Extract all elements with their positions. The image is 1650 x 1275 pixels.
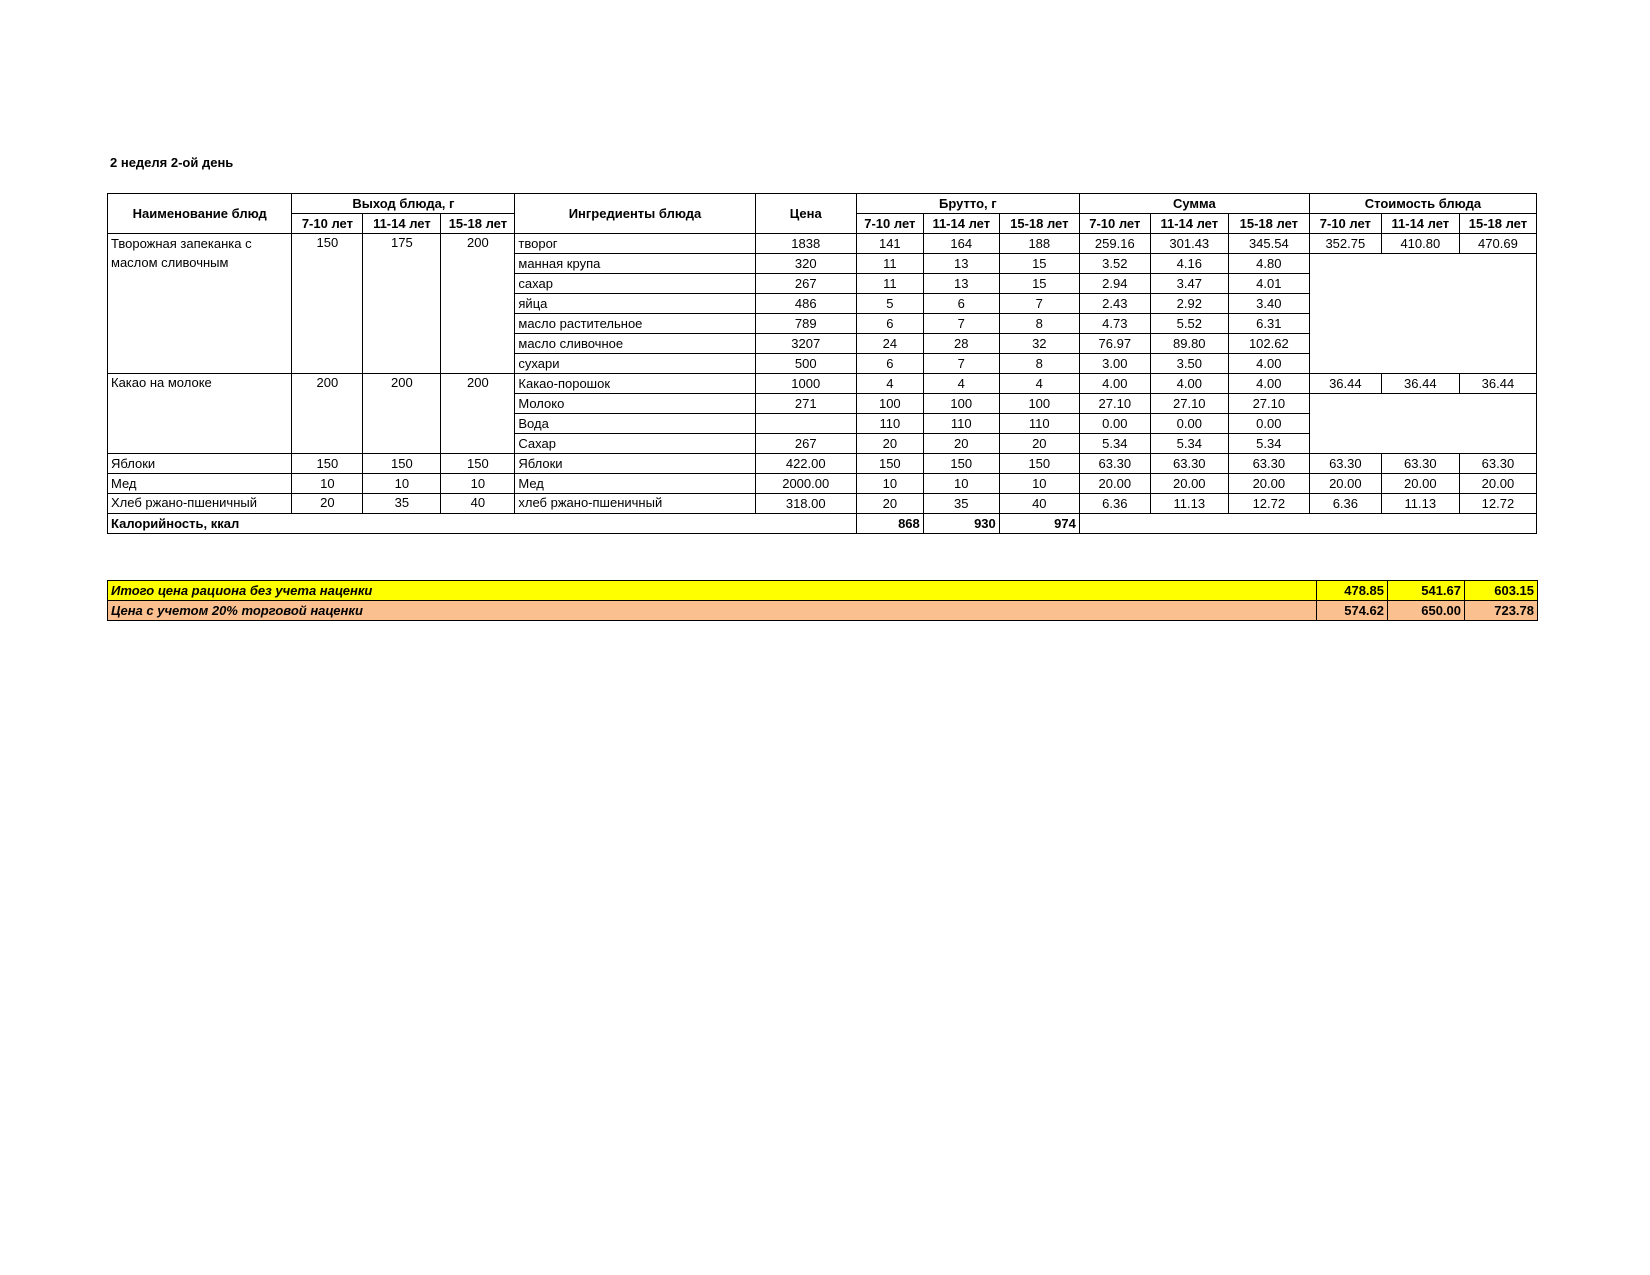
- sum-cell: 4.00: [1150, 374, 1228, 394]
- sum-cell: 63.30: [1150, 454, 1228, 474]
- sum-cell: 5.52: [1150, 314, 1228, 334]
- sum-cell: 3.40: [1228, 294, 1309, 314]
- ingredient-cell: хлеб ржано-пшеничный: [515, 494, 755, 514]
- brutto-cell: 20: [856, 434, 923, 454]
- cost-cell: 12.72: [1459, 494, 1536, 514]
- ingredient-cell: яйца: [515, 294, 755, 314]
- header-age: 15-18 лет: [1228, 214, 1309, 234]
- cost-cell: 6.36: [1309, 494, 1381, 514]
- brutto-cell: 24: [856, 334, 923, 354]
- ingredient-cell: Яблоки: [515, 454, 755, 474]
- brutto-cell: 32: [999, 334, 1079, 354]
- price-cell: 500: [755, 354, 856, 374]
- brutto-cell: 7: [999, 294, 1079, 314]
- total-value: 541.67: [1388, 581, 1465, 601]
- sum-cell: 5.34: [1150, 434, 1228, 454]
- totals-table: [107, 580, 1538, 621]
- price-cell: 318.00: [755, 494, 856, 514]
- brutto-cell: 6: [856, 314, 923, 334]
- sum-cell: 6.31: [1228, 314, 1309, 334]
- ingredient-cell: Молоко: [515, 394, 755, 414]
- price-cell: 2000.00: [755, 474, 856, 494]
- calories-row: [108, 514, 1537, 534]
- header-row-1: [108, 194, 1537, 214]
- ingredient-cell: манная крупа: [515, 254, 755, 274]
- ingredient-cell: сахар: [515, 274, 755, 294]
- sum-cell: 4.00: [1228, 374, 1309, 394]
- page-title: 2 неделя 2-ой день: [110, 155, 234, 170]
- header-ingredients: Ингредиенты блюда: [515, 194, 755, 234]
- cost-cell: 63.30: [1309, 454, 1381, 474]
- brutto-cell: 20: [856, 494, 923, 514]
- price-cell: 320: [755, 254, 856, 274]
- ingredient-cell: Вода: [515, 414, 755, 434]
- sum-cell: 2.92: [1150, 294, 1228, 314]
- ingredient-cell: Мед: [515, 474, 755, 494]
- ingredient-cell: Сахар: [515, 434, 755, 454]
- yield-cell: 10: [441, 474, 515, 494]
- yield-cell: 10: [363, 474, 441, 494]
- cost-cell: 36.44: [1381, 374, 1459, 394]
- brutto-cell: 141: [856, 234, 923, 254]
- sum-cell: 102.62: [1228, 334, 1309, 354]
- brutto-cell: 6: [923, 294, 999, 314]
- header-sum: Сумма: [1079, 194, 1309, 214]
- price-cell: 267: [755, 434, 856, 454]
- brutto-cell: 20: [923, 434, 999, 454]
- sum-cell: 4.73: [1079, 314, 1150, 334]
- sum-cell: 0.00: [1150, 414, 1228, 434]
- cost-cell: 63.30: [1381, 454, 1459, 474]
- yield-cell: 150: [292, 454, 363, 474]
- sum-cell: 6.36: [1079, 494, 1150, 514]
- ingredient-cell: масло растительное: [515, 314, 755, 334]
- menu-table: [107, 193, 1537, 534]
- calories-empty: [1079, 514, 1536, 534]
- sum-cell: 2.43: [1079, 294, 1150, 314]
- sum-cell: 4.00: [1079, 374, 1150, 394]
- yield-cell: 150: [363, 454, 441, 474]
- brutto-cell: 10: [999, 474, 1079, 494]
- yield-cell: 175: [363, 234, 441, 374]
- sum-cell: 0.00: [1079, 414, 1150, 434]
- sum-cell: 89.80: [1150, 334, 1228, 354]
- yield-cell: 150: [292, 234, 363, 374]
- brutto-cell: 4: [999, 374, 1079, 394]
- price-cell: 3207: [755, 334, 856, 354]
- header-brutto: Брутто, г: [856, 194, 1079, 214]
- cost-empty-block: [1309, 254, 1536, 374]
- yield-cell: 20: [292, 494, 363, 514]
- table-row: [108, 494, 1537, 514]
- calories-value: 974: [999, 514, 1079, 534]
- total-markup-value: 650.00: [1388, 601, 1465, 621]
- header-price: Цена: [755, 194, 856, 234]
- sum-cell: 301.43: [1150, 234, 1228, 254]
- cost-cell: 36.44: [1309, 374, 1381, 394]
- calories-label: Калорийность, ккал: [108, 514, 857, 534]
- brutto-cell: 11: [856, 274, 923, 294]
- price-cell: 422.00: [755, 454, 856, 474]
- sum-cell: 3.47: [1150, 274, 1228, 294]
- yield-cell: 10: [292, 474, 363, 494]
- header-age: 7-10 лет: [856, 214, 923, 234]
- price-cell: [755, 414, 856, 434]
- brutto-cell: 40: [999, 494, 1079, 514]
- dish-name-cell: Творожная запеканка с маслом сливочным: [108, 234, 292, 374]
- brutto-cell: 35: [923, 494, 999, 514]
- dish-name-cell: Хлеб ржано-пшеничный: [108, 494, 292, 514]
- total-markup-row: [108, 601, 1538, 621]
- calories-value: 930: [923, 514, 999, 534]
- price-cell: 1000: [755, 374, 856, 394]
- cost-cell: 410.80: [1381, 234, 1459, 254]
- brutto-cell: 8: [999, 354, 1079, 374]
- brutto-cell: 11: [856, 254, 923, 274]
- header-age: 7-10 лет: [1309, 214, 1381, 234]
- price-cell: 1838: [755, 234, 856, 254]
- cost-cell: 20.00: [1309, 474, 1381, 494]
- cost-cell: 11.13: [1381, 494, 1459, 514]
- sum-cell: 2.94: [1079, 274, 1150, 294]
- total-markup-value: 574.62: [1317, 601, 1388, 621]
- ingredient-cell: Какао-порошок: [515, 374, 755, 394]
- header-age: 15-18 лет: [999, 214, 1079, 234]
- header-cost: Стоимость блюда: [1309, 194, 1536, 214]
- sum-cell: 63.30: [1079, 454, 1150, 474]
- brutto-cell: 110: [856, 414, 923, 434]
- brutto-cell: 150: [999, 454, 1079, 474]
- cost-cell: 63.30: [1459, 454, 1536, 474]
- brutto-cell: 4: [856, 374, 923, 394]
- dish-name-cell: Яблоки: [108, 454, 292, 474]
- sum-cell: 5.34: [1079, 434, 1150, 454]
- sum-cell: 20.00: [1228, 474, 1309, 494]
- yield-cell: 150: [441, 454, 515, 474]
- header-dish-name: Наименование блюд: [108, 194, 292, 234]
- cost-cell: 470.69: [1459, 234, 1536, 254]
- total-label: Итого цена рациона без учета наценки: [108, 581, 1317, 601]
- sum-cell: 0.00: [1228, 414, 1309, 434]
- sum-cell: 4.00: [1228, 354, 1309, 374]
- sum-cell: 11.13: [1150, 494, 1228, 514]
- sum-cell: 12.72: [1228, 494, 1309, 514]
- sum-cell: 5.34: [1228, 434, 1309, 454]
- sum-cell: 4.01: [1228, 274, 1309, 294]
- brutto-cell: 13: [923, 254, 999, 274]
- brutto-cell: 110: [999, 414, 1079, 434]
- brutto-cell: 8: [999, 314, 1079, 334]
- brutto-cell: 150: [856, 454, 923, 474]
- sum-cell: 20.00: [1079, 474, 1150, 494]
- ingredient-cell: творог: [515, 234, 755, 254]
- sum-cell: 3.52: [1079, 254, 1150, 274]
- header-age: 15-18 лет: [1459, 214, 1536, 234]
- sum-cell: 63.30: [1228, 454, 1309, 474]
- brutto-cell: 150: [923, 454, 999, 474]
- total-value: 478.85: [1317, 581, 1388, 601]
- dish-name-cell: Какао на молоке: [108, 374, 292, 454]
- brutto-cell: 28: [923, 334, 999, 354]
- brutto-cell: 6: [856, 354, 923, 374]
- sum-cell: 27.10: [1150, 394, 1228, 414]
- header-age: 15-18 лет: [441, 214, 515, 234]
- yield-cell: 200: [292, 374, 363, 454]
- total-markup-value: 723.78: [1465, 601, 1538, 621]
- yield-cell: 200: [363, 374, 441, 454]
- sum-cell: 76.97: [1079, 334, 1150, 354]
- total-row: [108, 581, 1538, 601]
- header-yield: Выход блюда, г: [292, 194, 515, 214]
- brutto-cell: 10: [856, 474, 923, 494]
- brutto-cell: 4: [923, 374, 999, 394]
- sum-cell: 3.00: [1079, 354, 1150, 374]
- cost-empty-block: [1309, 394, 1536, 454]
- yield-cell: 35: [363, 494, 441, 514]
- brutto-cell: 15: [999, 254, 1079, 274]
- cost-cell: 36.44: [1459, 374, 1536, 394]
- table-row: [108, 374, 1537, 394]
- sum-cell: 27.10: [1079, 394, 1150, 414]
- brutto-cell: 188: [999, 234, 1079, 254]
- brutto-cell: 100: [856, 394, 923, 414]
- ingredient-cell: масло сливочное: [515, 334, 755, 354]
- table-row: [108, 474, 1537, 494]
- brutto-cell: 5: [856, 294, 923, 314]
- header-age: 11-14 лет: [1381, 214, 1459, 234]
- brutto-cell: 7: [923, 314, 999, 334]
- brutto-cell: 13: [923, 274, 999, 294]
- table-row: [108, 454, 1537, 474]
- sum-cell: 4.80: [1228, 254, 1309, 274]
- sum-cell: 20.00: [1150, 474, 1228, 494]
- price-cell: 271: [755, 394, 856, 414]
- header-age: 11-14 лет: [363, 214, 441, 234]
- cost-cell: 352.75: [1309, 234, 1381, 254]
- price-cell: 267: [755, 274, 856, 294]
- brutto-cell: 100: [923, 394, 999, 414]
- sum-cell: 259.16: [1079, 234, 1150, 254]
- cost-cell: 20.00: [1459, 474, 1536, 494]
- calories-value: 868: [856, 514, 923, 534]
- sum-cell: 3.50: [1150, 354, 1228, 374]
- brutto-cell: 7: [923, 354, 999, 374]
- yield-cell: 200: [441, 374, 515, 454]
- sum-cell: 345.54: [1228, 234, 1309, 254]
- total-markup-label: Цена с учетом 20% торговой наценки: [108, 601, 1317, 621]
- cost-cell: 20.00: [1381, 474, 1459, 494]
- header-age: 11-14 лет: [1150, 214, 1228, 234]
- brutto-cell: 164: [923, 234, 999, 254]
- yield-cell: 40: [441, 494, 515, 514]
- sum-cell: 4.16: [1150, 254, 1228, 274]
- brutto-cell: 10: [923, 474, 999, 494]
- brutto-cell: 15: [999, 274, 1079, 294]
- table-row: [108, 234, 1537, 254]
- brutto-cell: 110: [923, 414, 999, 434]
- brutto-cell: 100: [999, 394, 1079, 414]
- ingredient-cell: сухари: [515, 354, 755, 374]
- header-age: 7-10 лет: [292, 214, 363, 234]
- header-age: 11-14 лет: [923, 214, 999, 234]
- sum-cell: 27.10: [1228, 394, 1309, 414]
- yield-cell: 200: [441, 234, 515, 374]
- price-cell: 486: [755, 294, 856, 314]
- total-value: 603.15: [1465, 581, 1538, 601]
- header-age: 7-10 лет: [1079, 214, 1150, 234]
- dish-name-cell: Мед: [108, 474, 292, 494]
- price-cell: 789: [755, 314, 856, 334]
- brutto-cell: 20: [999, 434, 1079, 454]
